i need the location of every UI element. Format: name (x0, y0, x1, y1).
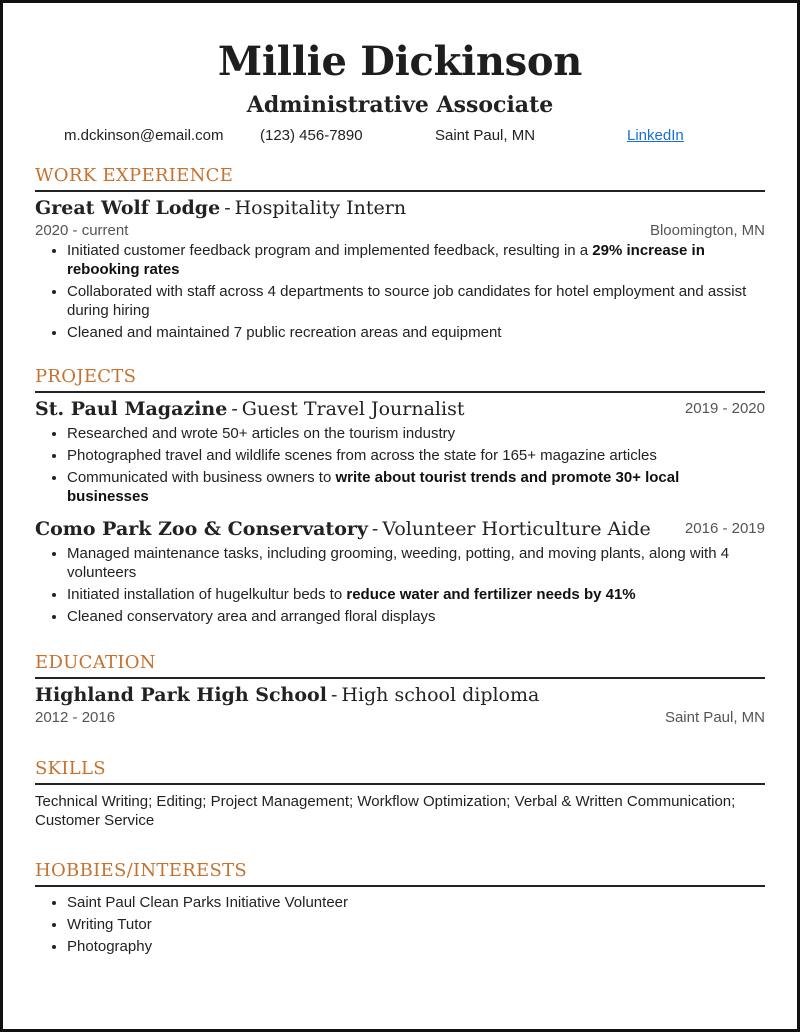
list-item: • Cleaned conservatory area and arranged floral displays (67, 607, 765, 626)
project-entry-head (35, 396, 765, 422)
project-bullets (35, 424, 765, 506)
skills-section (35, 758, 765, 830)
list-item: • Communicated with business owners to write about tourist trends and promote 30+ local businesses (67, 468, 765, 506)
section-title-skills: SKILLS (35, 758, 765, 785)
education-entry-head (35, 682, 765, 708)
project-separator: - (371, 518, 379, 540)
project-entry-head (35, 516, 765, 542)
list-item: • Writing Tutor (67, 915, 765, 934)
hobbies-list (35, 893, 765, 956)
education-section (35, 652, 765, 728)
list-item: • Cleaned and maintained 7 public recreation areas and equipment (67, 323, 765, 342)
list-item: • Initiated installation of hugelkultur beds to reduce water and fertilizer needs by 41% (67, 585, 765, 604)
work-entry-head (35, 195, 765, 221)
project-position: Volunteer Horticulture Aide (382, 518, 651, 540)
education-position: High school diploma (341, 684, 540, 706)
list-item: • Initiated customer feedback program and implemented feedback, resulting in a 29% increase in rebooking rates (67, 241, 765, 279)
work-bullets (35, 241, 765, 342)
section-title-hobbies: HOBBIES/INTERESTS (35, 860, 765, 887)
candidate-name: Millie Dickinson (217, 38, 583, 85)
contact-row (35, 125, 765, 149)
project-dates: 2016 - 2019 (684, 520, 765, 537)
skills-text: Technical Writing; Editing; Project Management; Workflow Optimization; Verbal & Written Communication; Customer Service (35, 793, 736, 829)
contact-email[interactable]: m.dckinson@email.com (64, 127, 224, 144)
project-position: Guest Travel Journalist (241, 398, 465, 420)
project-org: St. Paul Magazine (35, 398, 228, 420)
work-location: Bloomington, MN (649, 222, 765, 239)
list-item: • Photographed travel and wildlife scenes from across the state for 165+ magazine articles (67, 446, 765, 465)
project-separator: - (231, 398, 238, 420)
education-separator: - (330, 684, 338, 706)
candidate-title: Administrative Associate (246, 92, 554, 118)
work-position: Hospitality Intern (234, 197, 407, 219)
linkedin-link[interactable]: LinkedIn (627, 127, 684, 144)
list-item: • Researched and wrote 50+ articles on the tourism industry (67, 424, 765, 443)
contact-location: Saint Paul, MN (435, 127, 536, 144)
list-item: • Saint Paul Clean Parks Initiative Volunteer (67, 893, 765, 912)
project-org: Como Park Zoo & Conservatory (35, 518, 368, 540)
hobbies-section (35, 860, 765, 956)
section-title-work: WORK EXPERIENCE (35, 165, 765, 192)
work-meta (35, 221, 765, 241)
work-section (35, 165, 765, 342)
education-org: Highland Park High School (35, 684, 327, 706)
list-item: • Managed maintenance tasks, including grooming, weeding, potting, and moving plants, along with 4 volunteers (67, 544, 765, 582)
education-meta (35, 708, 765, 728)
project-bullets (35, 544, 765, 626)
work-separator: - (224, 197, 231, 219)
list-item: • Collaborated with staff across 4 departments to source job candidates for hotel employment and assist during hiring (67, 282, 765, 320)
project-dates: 2019 - 2020 (684, 400, 765, 417)
education-dates: 2012 - 2016 (35, 709, 116, 726)
work-dates: 2020 - current (35, 222, 129, 239)
projects-section (35, 366, 765, 626)
section-title-projects: PROJECTS (35, 366, 765, 393)
education-location: Saint Paul, MN (664, 709, 765, 726)
contact-phone: (123) 456-7890 (260, 127, 363, 144)
work-org: Great Wolf Lodge (35, 197, 221, 219)
section-title-education: EDUCATION (35, 652, 765, 679)
list-item: • Photography (67, 937, 765, 956)
